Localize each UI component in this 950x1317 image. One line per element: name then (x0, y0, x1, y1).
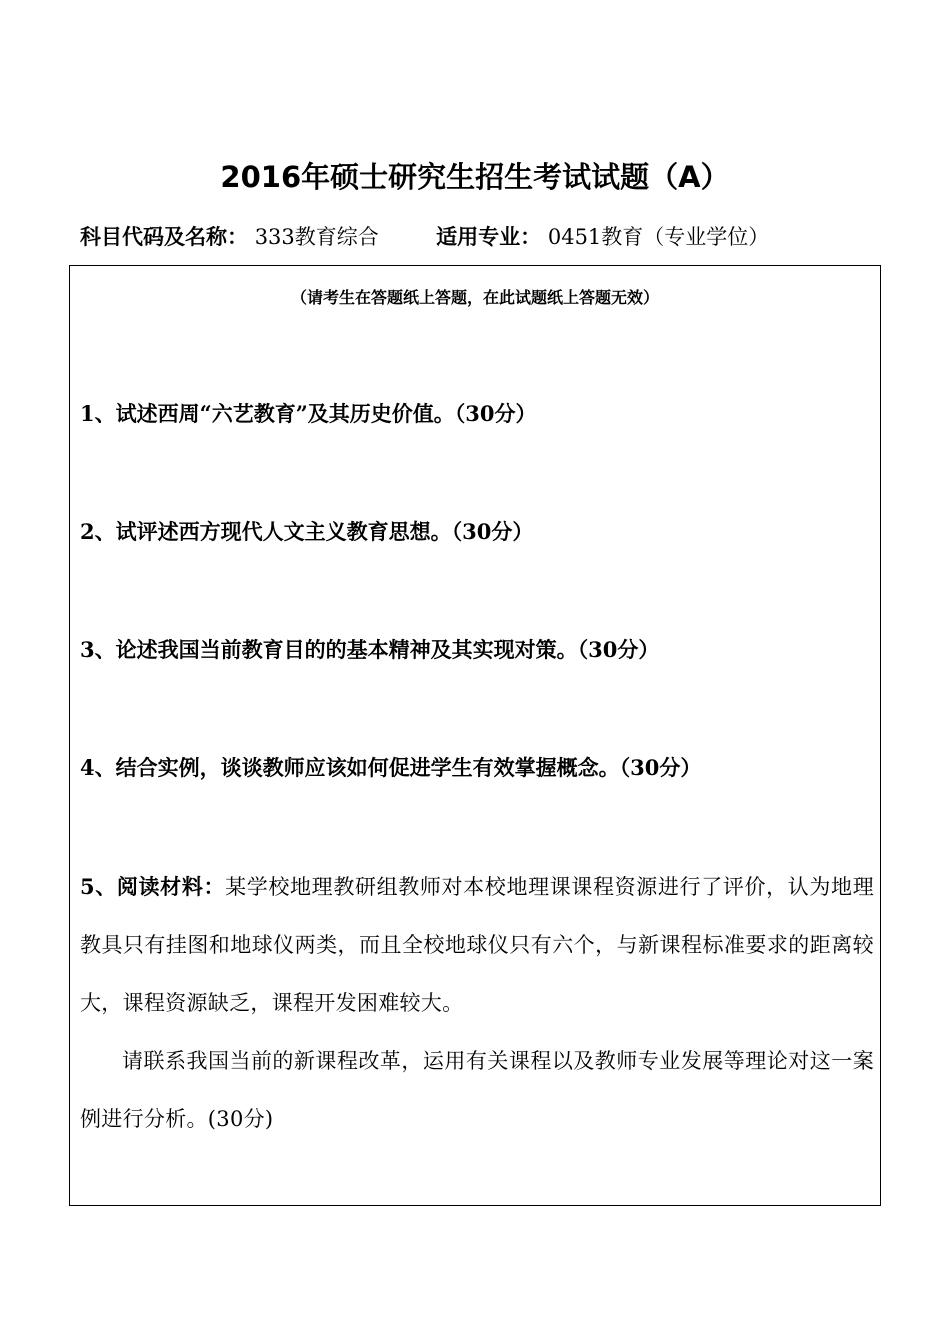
question-1: 1、试述西周“六艺教育”及其历史价值。（30分） (80, 401, 537, 426)
major-label: 适用专业： (436, 224, 542, 249)
question-box (69, 265, 881, 1206)
question-3: 3、论述我国当前教育目的的基本精神及其实现对策。（30分） (80, 637, 660, 662)
subject-label: 科目代码及名称： (80, 224, 248, 249)
subject-value: 333教育综合 (254, 225, 379, 249)
exam-title: 2016年硕士研究生招生考试试题（A） (220, 160, 730, 194)
answer-notice: （请考生在答题纸上答题，在此试题纸上答题无效） (290, 288, 659, 307)
question-5-material (80, 858, 874, 1032)
subject-info-line (80, 220, 900, 254)
question-5-material-text: 某学校地理教研组教师对本校地理课课程资源进行了评价，认为地理教具只有挂图和地球仪两类，而且全校地球仪只有六个，与新课程标准要求的距离较大，课程资源缺乏，课程开发困难较大。 (80, 875, 874, 1015)
question-4: 4、结合实例，谈谈教师应该如何促进学生有效掌握概念。（30分） (80, 755, 702, 780)
question-5-task: 请联系我国当前的新课程改革，运用有关课程以及教师专业发展等理论对这一案例进行分析。(30分) (80, 1049, 874, 1131)
question-5-lead: 5、阅读材料： (80, 874, 226, 899)
question-2: 2、试评述西方现代人文主义教育思想。（30分） (80, 519, 534, 544)
major-value: 0451教育（专业学位） (547, 225, 770, 249)
